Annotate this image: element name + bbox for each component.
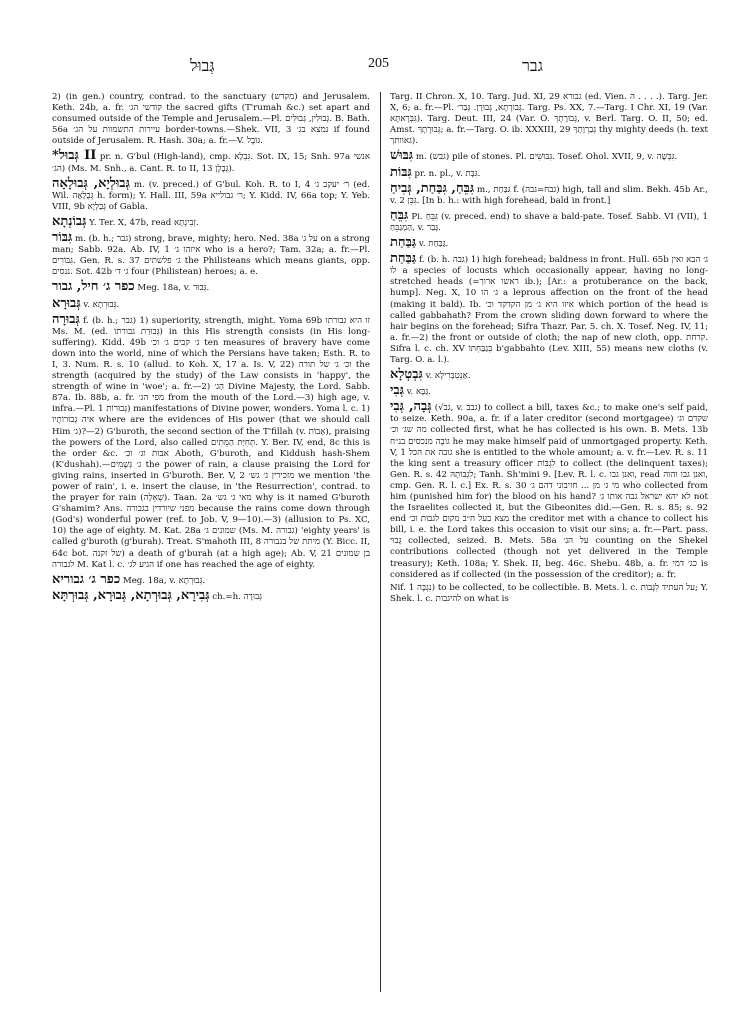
entry-headword: גְּבִירָא, גְּבוּרְתָא, גְּבוּרָא, גְּבוּרְתָּא	[52, 587, 210, 603]
dictionary-entry	[52, 573, 370, 587]
entry-text: Y. Ter. X, 47b, read זְבִינְתָא.	[89, 217, 199, 228]
entry-headword: גִּבֵּחַ, גִּבַּחַת, גְּבִיחַ	[390, 180, 475, 196]
entry-text: m. (b. h.; גבר) strong, brave, mighty; hero. Ned. 38a על ג׳ on a strong man; Sabb. 92a. Ab. IV, 1 איזהו ג׳ who is a hero?; Tam. 32a; a. fr.—Pl. גִּבּוֹרִים. Gen. R. s. 37 ג׳ פלשתים the Philisteans which means giants, opp. ננסים. Sot. 42b ג׳ ד׳ four (Philistean) heroes; a. e.	[52, 234, 370, 278]
page-number: 205	[368, 56, 389, 71]
dictionary-entry	[52, 231, 370, 278]
entry-text: (√גב, v. גבב) to collect a bill, taxes &c.; to make one's self paid, to seize. Keth. 90a, a. fr. if a later creditor (second mortgagee) שקדם וג׳ מה שג׳ וכ׳ collected first, what he has collected is his own. B. Mets. 13b גוֹבֶה מנכסים בנ״ח he may make himself paid of unmortgaged property. Keth. V, 1 גובה את הכל she is entitled to the whole amount; a. v. fr.—Lev. R. s. 11 the king sent a treasury officer לִגְבּוֹת to collect (the delinquent taxes); Gen. R. s. 42 לִגְבּוֹתָהּ; Tanh. Sh'mini 9. [Lev. R. l. c. ואנן גבו, read ואנן גבו והוה, cmp. Gen. R. l. c.] Ex. R. s. 30 מי ג׳ מן ... חזיבוני דהם ג׳ who collected from him (punished him for) the blood on his hand? לא יהא ישראל גבה אותו ג׳ not the Israelites collected it, but the Gibeonites did.—Gen. R. s. 85; s. 92 end מצא בעל ח״ב מקום לגבות וכ׳ the creditor met with a chance to collect his bill, i. e. the Lord takes this occasion to visit our sins; a. fr.—Part. pass. גָּבוּי collected, seized. B. Mets. 58a על הג׳ counting on the Shekel contributions collected (though not yet delivered in the Temple treasury); Keth. 108a; Y. Shek. II, beg. 46c. Shebu. 48b, a. fr. כג׳ דמי is considered as if collected (in the possession of the creditor); a. fr.	[390, 403, 708, 580]
entry-text: f. (b. h. גבה) 1) high forehead; baldness in front. Hull. 65b ג׳ הבא ואין לו a species of locusts which occasionally appear, having no long-stretched heads (=ראשו ארוך ib.); [Ar.: a protuberance on the back, hump]. Neg. X, 10 ג׳ הו a leprous affection on the front of the head (making it bald). Ib. איזו היא ג׳ מן הקדקד וכ׳ which portion of the head is called gabbahath? From the crown sliding down forward to where the hair begins on the forehead; Sifra Thazr. Par. 5. ch. X. Tosef. Neg. IV, 11; a. fr.—2) the front or outside of cloth; the nap of new cloth, opp. קרחת. Sifra l. c. ch. XV בְּגַבַּחְתּוֹ b'gabbahto (Lev. XIII, 55) means new cloths (v. Targ. O. a. l.).	[390, 255, 708, 365]
entry-text: 2) (in gen.) country, contrad. to the sanctuary (מקדש) and Jerusalem. Keth. 24b, a. fr. קודשי הג׳ the sacred gifts (T'rumah &c.) set apart and consumed outside of the Temple and Jerusalem.—Pl. גְּבוּלִין, גְּבוּלִים. B. Bath. 56a עיירות התשמוות על הג׳ border-towns.—Shek. VII, 3 נמצא בג׳ if found outside of Jerusalem. R. Hash. 30a; a. fr.—V. גּוֹבֶל.	[52, 92, 370, 147]
entry-headword: גְּבִי	[390, 383, 404, 399]
dictionary-entry	[52, 297, 370, 311]
column-divider	[380, 92, 381, 992]
dictionary-entry	[52, 177, 370, 213]
entry-text: Meg. 18a, v. גְּבוּרְתָא.	[122, 575, 206, 586]
entry-text: Pi. גִּבֵּחַ (v. preced. end) to shave a bald-pate. Tosef. Sabb. VI (VII), 1 הַמְגַבֵּחַ, v. גָּבַר.	[390, 211, 708, 233]
dictionary-entry	[390, 252, 708, 366]
entry-headword: כפר ג׳ גבוריא	[52, 571, 121, 587]
entry-headword: גַּבַּחַת	[390, 235, 417, 251]
left-column	[52, 92, 370, 992]
entry-headword: גִּבּוּשׁ	[390, 148, 414, 164]
entry-text: pr. n. G'bul (High-land), cmp. גִּבְלָא. Sot. IX, 15; Snh. 97a אנשי הג׳) (Ms. M. Snh., a. Cant. R. to II, 13 גְּבָלָן).	[52, 152, 370, 174]
entry-headword: גְּבוּלְיָא, גְּבוּלָאָה	[52, 175, 130, 191]
dictionary-page	[52, 36, 708, 996]
entry-headword: גְּבָה, גְּבִי	[390, 399, 432, 415]
entry-text: m. (v. preced.) of G'bul. Koh. R. to I, 4 ר׳ יעקב ג׳ (ed. Wil. גְּבֻלָאָה h. form); Y. Hall. III, 59a ר׳ גבולייא; Y. Kidd. IV, 66a top; Y. Yeb. VIII, 9b גְּבַלְיָא of Gabla.	[52, 179, 370, 212]
right-column	[390, 92, 708, 992]
dictionary-entry	[52, 313, 370, 571]
text-columns	[52, 92, 708, 992]
entry-text: ch.=h. גְּבוּרָה	[212, 591, 262, 602]
dictionary-entry	[390, 368, 708, 382]
dictionary-entry	[390, 166, 708, 180]
dictionary-entry	[52, 215, 370, 229]
entry-headword: גְּבוֹנְתָא	[52, 213, 87, 229]
dictionary-entry	[390, 209, 708, 234]
dictionary-entry	[52, 280, 370, 294]
entry-headword: גִּבְטְלָא	[390, 367, 423, 383]
entry-text: v. אַנְטִבְּרִילָא.	[425, 371, 471, 382]
entry-text: v. גַּבָּא.	[406, 387, 431, 398]
header-right-guide-word: גבר	[522, 58, 543, 75]
entry-text: f. (b. h.; גבר) 1) superiority, strength, might. Yoma 69b זו היא גבורתו Ms. M. (ed. גְּבוּרַת גבורתו) in this His strength consists (in His long-suffering). Kidd. 49b ג׳ קבים ג׳ וכ׳ ten measures of bravery have come down into the world, nine of which the Persians have taken; Esth. R. to I, 3. Num. R. s. 10 (allud. to Koh. X, 17 a. Is. V, 22) וכ׳ ג׳ של תורה the strength (acquired by the study) of the Law consists in 'happy', the strength of wine in 'woe'; a. fr.—2) הַג׳ Divine Majesty, the Lord. Sabb. 87a. Ib. 88b, a. fr. מפי הג׳ from the mouth of the Lord.—3) high age, v. infra.—Pl. גְּבוּרוֹת 1) manifestations of Divine power, wonders. Yoma l. c. 1) איה גְבוּרוֹתָיו where are the evidences of His power (that we should call Him ג׳)?—2) G'buroth, the second section of the T'fillah (v. אָבוֹת), praising the powers of the Lord, also called תְּחִיַּת הַמֵּתִים. Y. Ber. IV, end, 8c this is the order &c. אבות וג׳ וכ׳ Aboth, G'buroth, and Kiddush hash-Shem (K'dushah).—ג׳ גְּשָׁמִים the power of rain, a clause praising the Lord for giving rains, inserted in G'buroth. Ber. V, 2 מזכירין ג׳ גש׳ we mention 'the power of rain', i. e. insert the clause, in 'the Resurrection', contrad. to the prayer for rain (שְׁאֵלָה). Taan. 2a מאי ג׳ גש׳ why is it named G'buroth G'shamim? Ans. מפני שיורדין בגבורה because the rains come down through (God's) wonderful power (ref. to Job. V, 9—10).—3) (allusion to Ps. XC, 10) the age of eighty. M. Kat. 28a שמונים ג׳ (Ms. M. גבורה) 'eighty years' is called g'buroth (g'burah). Treat. S'mahoth III, 8 מיתת של בגבורה (Y. Bicc. II, 64c bot. של זקנה) a death of g'burah (at a high age); Ab. V, 21 בן שמונים לגבורה M. Kat l. c. הגיע לג׳ if one has reached the age of eighty.	[52, 315, 370, 570]
entry-text: Meg. 18a, v. גְּבוּר.	[137, 283, 210, 294]
dictionary-entry	[390, 236, 708, 250]
dictionary-entry	[390, 182, 708, 207]
entry-headword: גְּבוּרָא	[52, 295, 81, 311]
entry-text: Nif. נִגְבָּה 1) to be collected, to be collectible. B. Mets. l. c. על העתיד לִגָּבוֹת; Y. Shek. l. c. להיגבות on what is	[390, 582, 708, 604]
entry-text: v. גַּבַּחַת.	[418, 239, 449, 250]
entry-headword: *גְּבוּל II	[52, 148, 97, 164]
entry-text: m. (גבש) pile of stones. Pl. גִּבּוּשִׁים. Tosef. Ohol. XVII, 9, v. גִּבְּשָׁה.	[415, 152, 678, 163]
header-left-guide-word: גְּבוּל	[190, 58, 215, 75]
dictionary-entry	[390, 384, 708, 398]
entry-text: pr. n. pl., v. גִּבָּת.	[414, 168, 481, 179]
entry-headword: גִּבֵּחַ	[390, 207, 409, 223]
dictionary-entry	[390, 149, 708, 163]
entry-text: Targ. II Chron. X, 10. Targ. Jud. XI, 29 גבורא (ed. Vien. ה . . . .). Targ. Jer. X, 6; a. fr.—Pl. גְּבוּרָתָא, גְּבוּרָן. גְּבַר׳. Targ. Ps. XX, 7.—Targ. I Chr. XI, 19 (Var. גִּבְּרָאתָא). Targ. Deut. III, 24 (Var. O. גְּבוּרָתָךְ, v. Berl. Targ. O. II, 50; ed. Amst. גְּבוּרָתָךְ; a. fr.—Targ. O. ib. XXXIII, 29 גְּבַרְוָתָךְ thy mighty deeds (h. text גאוותך).	[390, 92, 708, 147]
dictionary-entry	[52, 149, 370, 174]
entry-text: v. גְּבוּרְתָא.	[83, 299, 120, 310]
entry-headword: גִּבּוֹר	[52, 230, 73, 246]
entry-headword: כפר ג׳ חיל, גבור	[52, 279, 135, 295]
entry-headword: גְּבוּרָה	[52, 311, 80, 327]
dictionary-entry	[390, 92, 708, 147]
entry-headword: גִּבּוֹת	[390, 164, 412, 180]
dictionary-entry	[390, 583, 708, 605]
entry-headword: גַּבַּחַת	[390, 251, 417, 267]
entry-text: m., גִּבַּחַת f. (גבח=גבה) high, tall and slim. Bekh. 45b Ar., v. גִּבֵּן 2. [In b. h.: with high forehead, bald in front.]	[390, 184, 708, 206]
dictionary-entry	[52, 589, 370, 603]
page-header	[52, 36, 708, 80]
dictionary-entry	[390, 400, 708, 581]
dictionary-entry	[52, 92, 370, 147]
